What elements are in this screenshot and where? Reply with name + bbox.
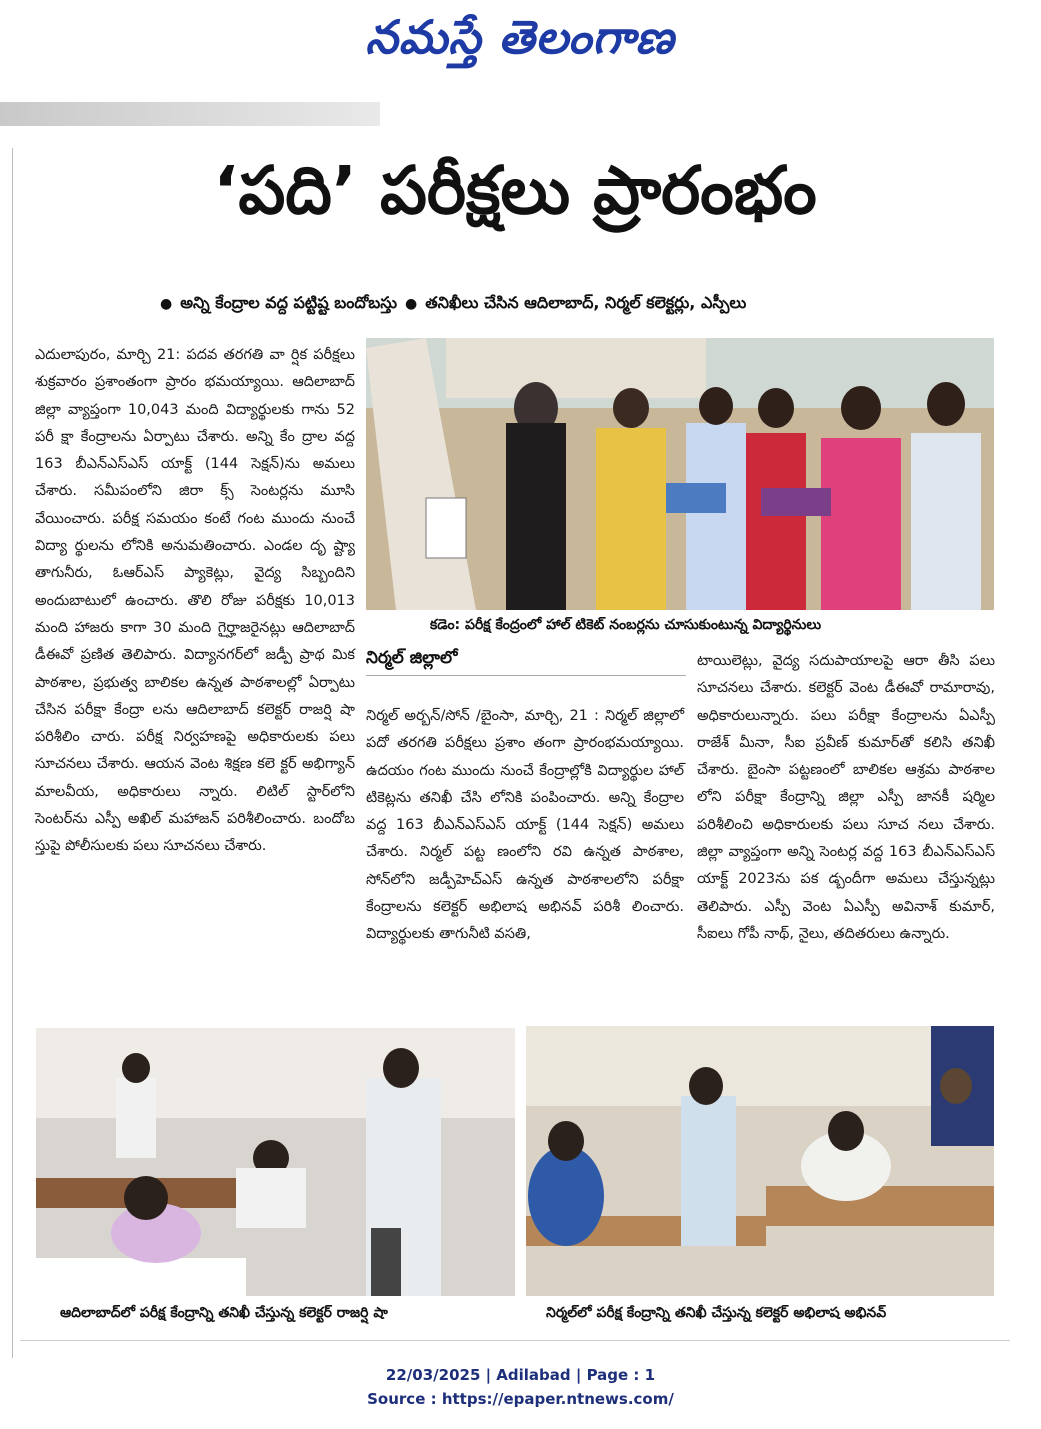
bullet-icon: ● [160,296,173,312]
photo-left-caption: ఆదిలాబాద్‌లో పరీక్ష కేంద్రాన్ని తనిఖీ చేస్తున్న కలెక్టర్ రాజర్షి షా [60,1305,388,1321]
left-rule [12,148,13,1358]
exam-hall-photo-right [526,1026,994,1296]
exam-hall-photo-left [36,1028,515,1296]
article-text: టాయిలెట్లు, వైద్య సదుపాయాలపై ఆరా తీసి పలు సూచనలు చేశారు. కలెక్టర్ వెంట డీఈవో రామారావు, అధికారులున్నారు. పలు పరీక్షా కేంద్రాలను ఏఎస్పీ రాజేశ్ మీనా, సీఐ ప్రవీణ్ కుమార్‌తో కలిసి తనిఖీ చేశారు. బైంసా పట్టణంలో బాలికల ఆశ్రమ పాఠశాల లోని పరీక్షా కేంద్రాన్ని జిల్లా ఎస్పీ జానకీ షర్మిల పరిశీలించి అధికారులకు పలు సూచ నలు చేశారు. జిల్లా వ్యాప్తంగా అన్ని సెంటర్ల వద్ద 163 బీఎన్ఎస్ఎస్ యాక్ట్ 2023ను పక డ్బందీగా అమలు చేస్తున్నట్లు తెలిపారు. ఎస్పీ వెంట ఏఎస్పీ అవినాశ్ కుమార్, సీఐలు గోపీ నాథ్, నైలు, తదితరులు ఉన్నారు. [697,653,995,942]
footer-date: 22/03/2025 | Adilabad | Page : 1 [385,1366,656,1384]
subheadline [160,288,1000,320]
photo-right-caption: నిర్మల్‌లో పరీక్ష కేంద్రాన్ని తనిఖీ చేస్తున్న కలెక్టర్ అభిలాష అభినవ్ [546,1305,887,1321]
bottom-rule [20,1340,1010,1341]
photo-right [526,1026,994,1296]
students-photo [366,338,994,610]
top-photo-caption: కడెం: పరీక్ష కేంద్రంలో హాల్ టికెట్ నంబర్లను చూసుకుంటున్న విద్యార్థినులు [430,617,822,633]
section-rule [366,675,686,676]
section-title-nirmal: నిర్మల్ జిల్లాలో [366,648,458,668]
header-band [0,102,380,126]
headline: ‘పది’ పరీక్షలు ప్రారంభం [213,151,817,229]
subhead-1: అన్ని కేంద్రాల వద్ద పట్టిష్ట బందోబస్తు [180,292,398,312]
article-text: నిర్మల్ అర్బన్/సోన్ /బైంసా, మార్చి, 21 : నిర్మల్ జిల్లాలో పదో తరగతి పరీక్షలు ప్రశాం తంగా ప్రారంభమయ్యాయి. ఉదయం గంట ముందు నుంచే కేంద్రాల్లోకి విద్యార్థుల హాల్ టికెట్లను తనిఖీ చేసి లోనికి పంపించారు. అన్ని కేంద్రాల వద్ద 163 బీఎన్ఎస్ఎస్ యాక్ట్ (144 సెక్షన్) అమలు చేశారు. నిర్మల్ పట్ట ణంలోని రవి ఉన్నత పాఠశాల, సోన్‌లోని జడ్పీహెచ్ఎస్ ఉన్నత పాఠశాలలోని పరీక్షా కేంద్రాలను కలెక్టర్ అభిలాష అభినవ్ పరిశీ లించారు. విద్యార్థులకు తాగునీటి వసతి, [366,708,684,943]
top-photo [366,338,994,610]
bullet-icon: ● [405,296,418,312]
masthead-logo: నమస్తే తెలంగాణ [365,10,675,64]
article-column-3 [697,648,995,1003]
photo-left [36,1028,515,1296]
article-text: ఎదులాపురం, మార్చి 21: పదవ తరగతి వా ర్షిక పరీక్షలు శుక్రవారం ప్రశాంతంగా ప్రారం భమయ్యాయి. ఆదిలాబాద్ జిల్లా వ్యాప్తంగా 10,043 మంది విద్యార్థులకు గాను 52 పరీ క్షా కేంద్రాలను ఏర్పాటు చేశారు. అన్ని కేం ద్రాల వద్ద 163 బీఎన్ఎస్ఎస్ యాక్ట్ (144 సెక్షన్)ను అమలు చేశారు. సమీపంలోని జిరా క్స్ సెంటర్లను మూసి వేయించారు. పరీక్ష సమయం కంటే గంట ముందు నుంచే విద్యా ర్థులను లోనికి అనుమతించారు. ఎండల దృ ష్ట్యా తాగునీరు, ఓఆర్ఎస్ ప్యాకెట్లు, వైద్య సిబ్బందిని అందుబాటులో ఉంచారు. తొలి రోజు పరీక్షకు 10,013 మంది హాజరు కాగా 30 మంది గైర్హాజరైనట్లు ఆదిలాబాద్ డీఈవో ప్రణిత తెలిపారు. విద్యానగర్‌లో జడ్పీ ప్రాథ మిక పాఠశాల, ప్రభుత్వ బాలికల ఉన్నత పాఠశాలల్లో ఏర్పాటు చేసిన పరీక్షా కేంద్రా లను ఆదిలాబాద్ కలెక్టర్ రాజర్షి షా పరిశీలిం చారు. పరీక్ష నిర్వహణపై అధికారులకు పలు సూచనలు చేశారు. ఆయన వెంట శిక్షణ కలె క్టర్ అభిగ్యాన్ మాలవీయ, అధికారులు న్నారు. లిటిల్ స్టార్‌లోని సెంటర్‌ను ఎస్పీ అఖిల్ మహాజన్ పరిశీలించారు. బందోబ స్తుపై పోలీసులకు పలు సూచనలు చేశారు. [35,347,355,855]
footer-source: Source : https://epaper.ntnews.com/ [367,1390,674,1408]
article-column-2 [366,703,684,1003]
subhead-2: తనిఖీలు చేసిన ఆదిలాబాద్, నిర్మల్ కలెక్టర్లు, ఎస్పీలు [425,292,747,312]
article-column-1 [35,342,355,1002]
